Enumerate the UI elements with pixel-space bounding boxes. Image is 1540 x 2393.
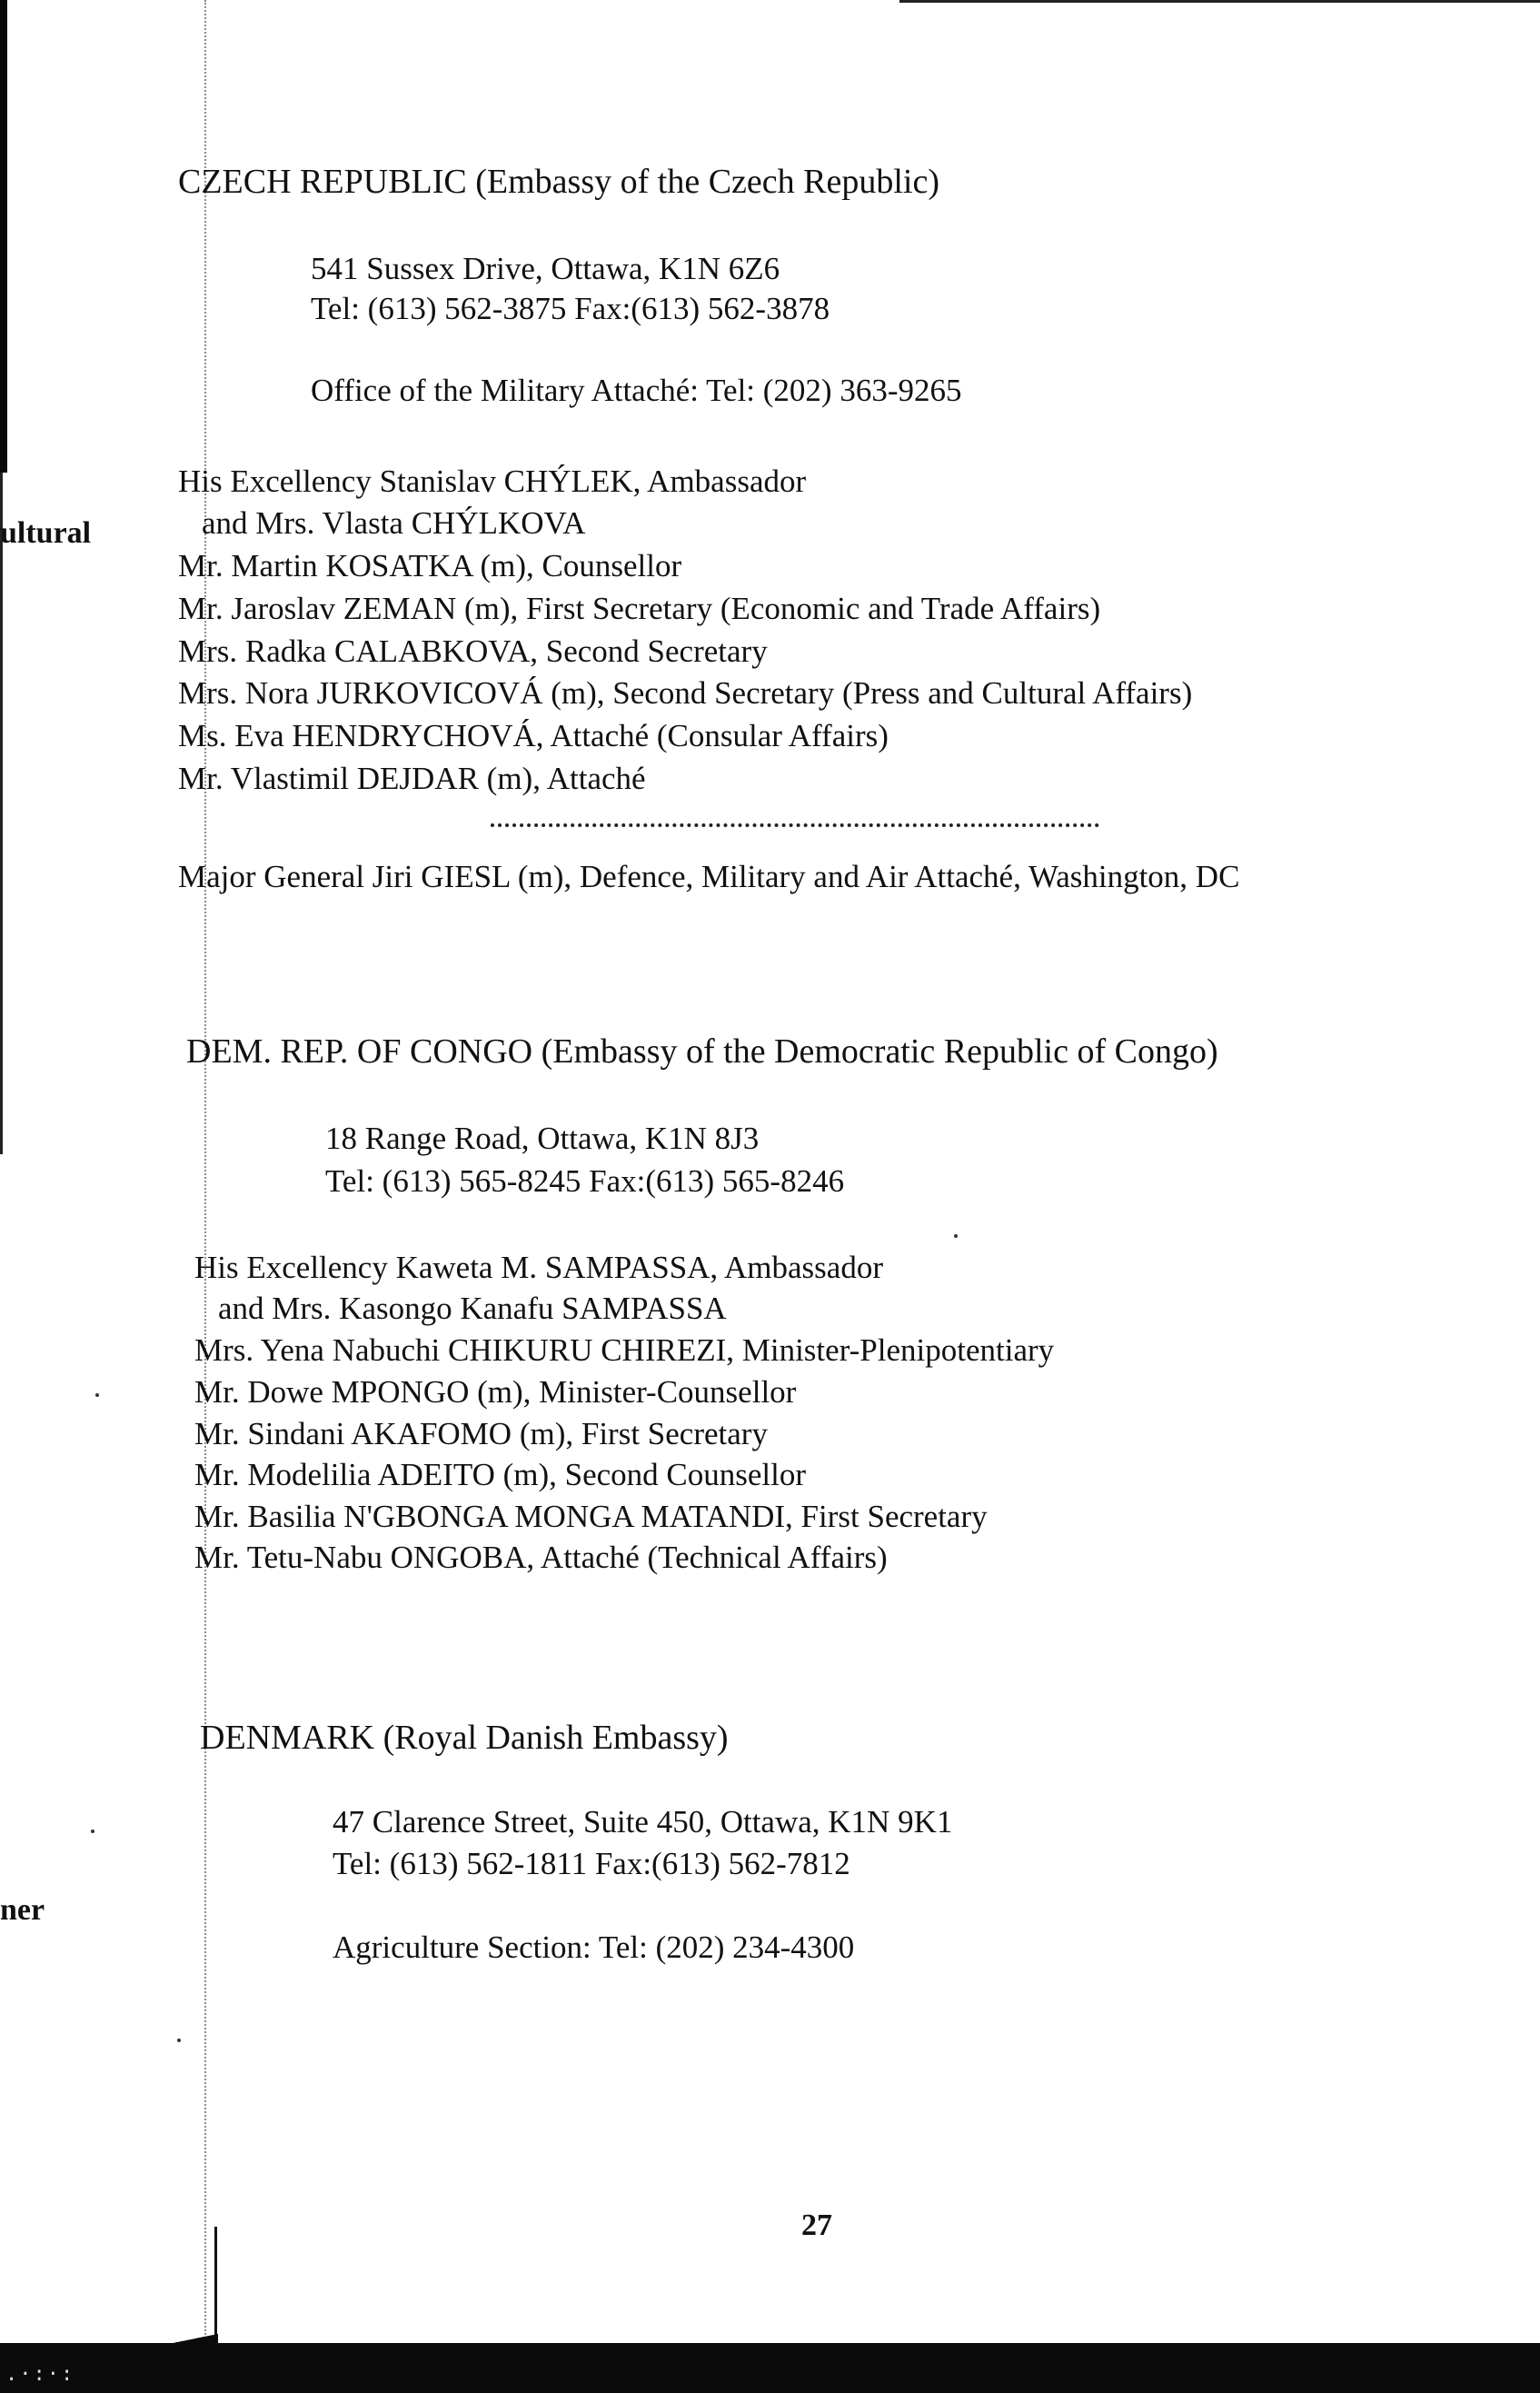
- page-edge-shadow: [0, 0, 7, 473]
- staff-line: and Mrs. Kasongo Kanafu SAMPASSA: [218, 1291, 727, 1326]
- staff-line: Mrs. Nora JURKOVICOVÁ (m), Second Secretary (Press and Cultural Affairs): [178, 675, 1193, 711]
- scan-corner-noise: .·:·:: [5, 2363, 75, 2386]
- section-heading-denmark: DENMARK (Royal Danish Embassy): [200, 1719, 729, 1757]
- staff-line: Mrs. Radka CALABKOVA, Second Secretary: [178, 633, 768, 669]
- agriculture-section-denmark: Agriculture Section: Tel: (202) 234-4300: [333, 1929, 855, 1965]
- staff-line: His Excellency Kaweta M. SAMPASSA, Ambassador: [194, 1250, 883, 1285]
- contact-czech: Tel: (613) 562-3875 Fax:(613) 562-3878: [311, 291, 830, 326]
- margin-fragment-top: ultural: [0, 516, 92, 550]
- scan-speck: [91, 1830, 94, 1833]
- staff-line: Mr. Vlastimil DEJDAR (m), Attaché: [178, 761, 646, 796]
- staff-line: Mrs. Yena Nabuchi CHIKURU CHIREZI, Minister-Plenipotentiary: [194, 1332, 1055, 1368]
- staff-line: His Excellency Stanislav CHÝLEK, Ambassador: [178, 464, 807, 499]
- scan-speck: [95, 1393, 99, 1397]
- contact-denmark: Tel: (613) 562-1811 Fax:(613) 562-7812: [333, 1846, 850, 1881]
- page-edge-shadow-lower: [0, 473, 3, 1154]
- defence-attache-note: Major General Jiri GIESL (m), Defence, Military and Air Attaché, Washington, DC: [178, 859, 1240, 894]
- military-attache-czech: Office of the Military Attaché: Tel: (202) 363-9265: [311, 373, 962, 408]
- section-heading-congo: DEM. REP. OF CONGO (Embassy of the Democratic Republic of Congo): [186, 1032, 1218, 1071]
- staff-line: Mr. Sindani AKAFOMO (m), First Secretary: [194, 1416, 768, 1451]
- margin-fragment-bottom: ner: [0, 1893, 45, 1927]
- staff-line: Ms. Eva HENDRYCHOVÁ, Attaché (Consular Affairs): [178, 718, 889, 753]
- staff-line: Mr. Jaroslav ZEMAN (m), First Secretary (Economic and Trade Affairs): [178, 591, 1101, 626]
- dotted-separator: [491, 823, 1099, 827]
- page-number: 27: [801, 2209, 832, 2242]
- staff-line: and Mrs. Vlasta CHÝLKOVA: [202, 505, 586, 541]
- scan-speck: [177, 2039, 181, 2042]
- staff-line: Mr. Tetu-Nabu ONGOBA, Attaché (Technical Affairs): [194, 1540, 888, 1575]
- address-congo: 18 Range Road, Ottawa, K1N 8J3: [325, 1121, 760, 1156]
- address-denmark: 47 Clarence Street, Suite 450, Ottawa, K1N 9K1: [333, 1804, 953, 1840]
- address-czech: 541 Sussex Drive, Ottawa, K1N 6Z6: [311, 251, 780, 286]
- staff-line: Mr. Martin KOSATKA (m), Counsellor: [178, 548, 682, 583]
- scan-speck: [954, 1234, 958, 1238]
- scan-bottom-band: [0, 2343, 1540, 2393]
- top-edge-rule: [899, 0, 1540, 3]
- section-heading-czech: CZECH REPUBLIC (Embassy of the Czech Republic): [178, 163, 939, 201]
- binding-fold-line: [204, 0, 219, 2363]
- staff-line: Mr. Modelilia ADEITO (m), Second Counsellor: [194, 1457, 807, 1492]
- staff-line: Mr. Basilia N'GBONGA MONGA MATANDI, First Secretary: [194, 1499, 988, 1534]
- contact-congo: Tel: (613) 565-8245 Fax:(613) 565-8246: [325, 1163, 845, 1199]
- staff-line: Mr. Dowe MPONGO (m), Minister-Counsellor: [194, 1374, 797, 1410]
